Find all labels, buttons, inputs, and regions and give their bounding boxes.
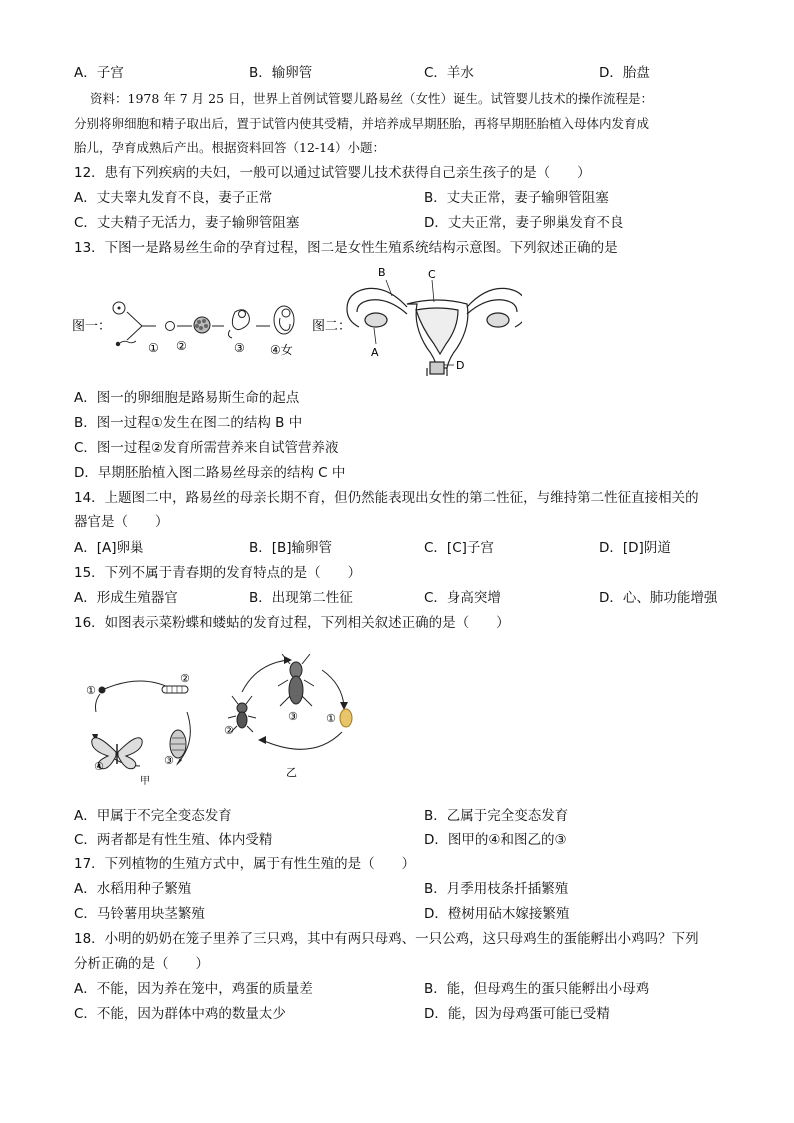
fig-jia-label: 甲 (140, 776, 150, 787)
option-b: B．输卵管 (249, 65, 313, 81)
option-d: D．[D]阴道 (599, 540, 671, 556)
option-b: B．乙属于完全变态发育 (424, 808, 569, 824)
yi-mark-1: ① (326, 712, 336, 725)
option-c: C．不能，因为群体中鸡的数量太少 (74, 1006, 286, 1022)
mark-b: B (378, 266, 386, 279)
q11-options (74, 63, 734, 83)
option-a: A．甲属于不完全变态发育 (74, 808, 232, 824)
material-line-3: 胎儿，孕育成熟后产出。根据资料回答（12-14）小题： (74, 140, 386, 155)
option-c: C．羊水 (424, 65, 474, 81)
option-a: A．丈夫睾丸发育不良，妻子正常 (74, 190, 273, 206)
mark-a: A (371, 346, 379, 359)
q16-options-row1 (74, 806, 734, 826)
option-a: A．[A]卵巢 (74, 540, 144, 556)
q16-stem: 16．如图表示菜粉蝶和蝼蛄的发育过程，下列相关叙述正确的是（ ） (74, 615, 510, 631)
option-d: D．橙树用砧木嫁接繁殖 (424, 906, 570, 922)
option-a: A．形成生殖器官 (74, 590, 178, 606)
adult-cricket-drawing (278, 654, 314, 706)
q13-option-d: D．早期胚胎植入图二路易丝母亲的结构 C 中 (74, 465, 346, 481)
option-d: D．能，因为母鸡蛋可能已受精 (424, 1006, 610, 1022)
option-a: A．不能，因为养在笼中，鸡蛋的质量差 (74, 981, 313, 997)
option-b: B．出现第二性征 (249, 590, 353, 606)
figure-2 (312, 262, 522, 377)
figure-jia (82, 672, 212, 787)
stage-4-label: ④女 (270, 343, 293, 357)
q13-stem: 13．下图一是路易丝生命的孕育过程，图二是女性生殖系统结构示意图。下列叙述正确的是 (74, 240, 618, 256)
egg-drawing (99, 687, 106, 694)
option-c: C．身高突增 (424, 590, 501, 606)
option-c: C．丈夫精子无活力，妻子输卵管阻塞 (74, 215, 300, 231)
jia-mark-3: ③ (164, 754, 174, 767)
option-d: D．图甲的④和图乙的③ (424, 832, 567, 848)
q14-stem-1: 14．上题图二中，路易丝的母亲长期不育，但仍然能表现出女性的第二性征，与维持第二性征直接相关的 (74, 490, 699, 506)
q18-options-row1 (74, 979, 734, 999)
stage-1-label: ① (148, 341, 159, 355)
option-c: C．马铃薯用块茎繁殖 (74, 906, 205, 922)
figure-1-label: 图一： (72, 319, 112, 334)
jia-mark-1: ① (86, 684, 96, 697)
fetus-drawing (274, 306, 294, 334)
q12-options-row1 (74, 188, 734, 208)
option-b: B．月季用枝条扦插繁殖 (424, 881, 569, 897)
larva-drawing (162, 686, 188, 693)
q15-stem: 15．下列不属于青春期的发育特点的是（ ） (74, 565, 362, 581)
q17-stem: 17．下列植物的生殖方式中，属于有性生殖的是（ ） (74, 856, 416, 872)
option-b: B．丈夫正常，妻子输卵管阻塞 (424, 190, 609, 206)
cricket-egg-drawing (340, 709, 352, 727)
fig-yi-label: 乙 (286, 766, 297, 779)
option-b: B．能，但母鸡生的蛋只能孵出小母鸡 (424, 981, 650, 997)
option-a: A．子宫 (74, 65, 124, 81)
option-c: C．[C]子宫 (424, 540, 494, 556)
stage-3-label: ③ (234, 341, 245, 355)
q13-option-c: C．图一过程②发育所需营养来自试管营养液 (74, 440, 339, 456)
stage-2-label: ② (176, 339, 187, 353)
embryo-drawing (228, 310, 249, 338)
yi-mark-3: ③ (288, 710, 298, 723)
option-d: D．胎盘 (599, 65, 650, 81)
option-d: D．丈夫正常，妻子卵巢发育不良 (424, 215, 624, 231)
mark-c: C (428, 268, 436, 281)
q15-options (74, 588, 734, 608)
q12-options-row2 (74, 213, 734, 233)
q18-stem-1: 18．小明的奶奶在笼子里养了三只鸡，其中有两只母鸡、一只公鸡，这只母鸡生的蛋能孵出小鸡吗？下列 (74, 931, 699, 947)
option-a: A．水稻用种子繁殖 (74, 881, 192, 897)
q17-options-row2 (74, 904, 734, 924)
q13-option-b: B．图一过程①发生在图二的结构 B 中 (74, 415, 303, 431)
option-d: D．心、肺功能增强 (599, 590, 718, 606)
material-line-1: 资料：1978 年 7 月 25 日，世界上首例试管婴儿路易丝（女性）诞生。试管婴儿技术的操作流程是： (90, 91, 654, 106)
q17-options-row1 (74, 879, 734, 899)
uterus-diagram (347, 288, 522, 376)
jia-mark-4: ④ (94, 760, 104, 773)
figure-2-label: 图二： (312, 319, 352, 334)
q16-options-row2 (74, 830, 734, 850)
morula-drawing (194, 317, 210, 333)
yi-mark-2: ② (224, 724, 234, 737)
q18-stem-2: 分析正确的是（ ） (74, 956, 209, 972)
q12-stem: 12．患有下列疾病的夫妇，一般可以通过试管婴儿技术获得自己亲生孩子的是（ ） (74, 165, 591, 181)
q18-options-row2 (74, 1004, 734, 1024)
q14-options (74, 538, 734, 558)
q14-stem-2: 器官是（ ） (74, 514, 169, 530)
figure-1 (72, 292, 302, 362)
option-c: C．两者都是有性生殖、体内受精 (74, 832, 273, 848)
material-line-2: 分别将卵细胞和精子取出后，置于试管内使其受精，并培养成早期胚胎，再将早期胚胎植入母体内发育成 (74, 116, 650, 131)
figure-yi (222, 640, 362, 780)
q13-option-a: A．图一的卵细胞是路易斯生命的起点 (74, 390, 300, 406)
jia-mark-2: ② (180, 672, 190, 685)
option-b: B．[B]输卵管 (249, 540, 333, 556)
mark-d: D (456, 359, 465, 372)
